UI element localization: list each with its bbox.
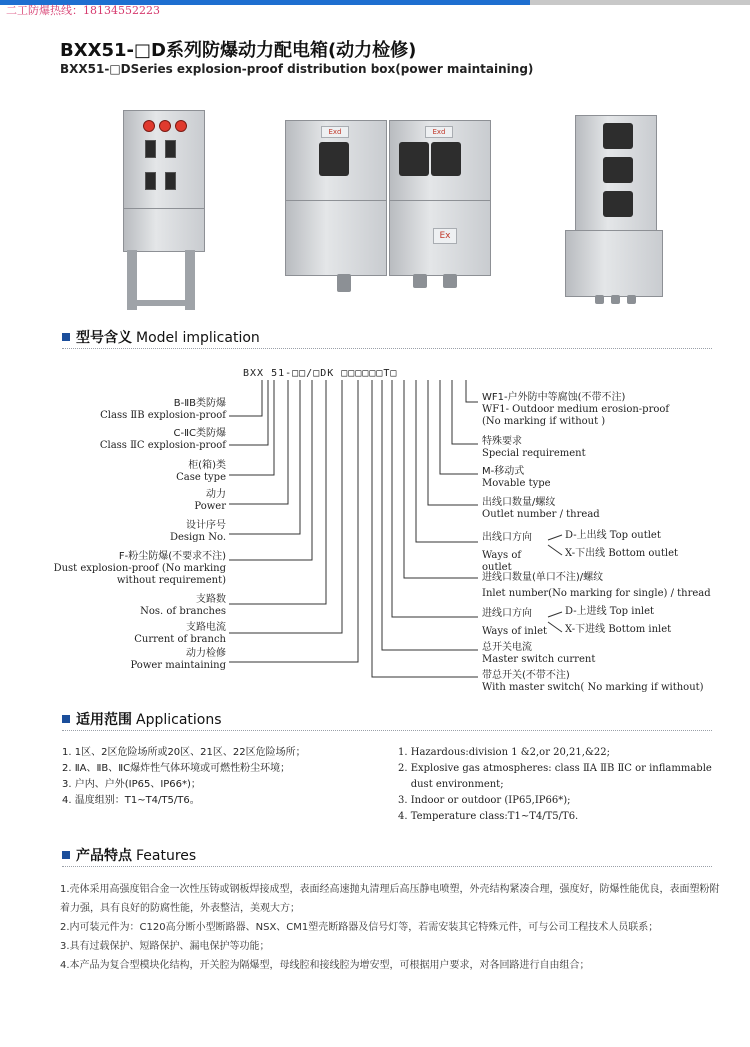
section-model-en: Model implication	[136, 330, 260, 346]
section-applications-en: Applications	[136, 712, 222, 728]
model-label-right	[482, 572, 722, 600]
label-en: Inlet number(No marking for single) / thread	[482, 588, 711, 599]
model-label-left	[60, 622, 226, 646]
option-top-outlet: D-上出线 Top outlet	[565, 530, 661, 541]
label-cn: 设计序号	[186, 520, 226, 531]
features-list	[60, 880, 720, 975]
label-cn: 出线口方向	[482, 532, 532, 543]
label-en: Nos. of branches	[140, 606, 226, 617]
label-cn: M-移动式	[482, 466, 525, 477]
model-label-left	[60, 648, 226, 672]
label-cn: F-粉尘防爆(不要求不注)	[118, 551, 226, 562]
exd-plate: Exd	[321, 126, 349, 138]
list-item: 3. 户内、户外(IP65、IP66*)；	[62, 779, 201, 790]
section-applications	[62, 709, 222, 729]
option-top-inlet: D-上进线 Top inlet	[565, 606, 655, 617]
model-label-left	[60, 594, 226, 618]
model-label-left	[60, 398, 226, 422]
section-features	[62, 845, 196, 865]
list-item: 3. Indoor or outdoor (IP65,IP66*);	[398, 795, 571, 806]
label-cn: 出线口数量/螺纹	[482, 497, 556, 508]
label-en: Ways of outlet	[482, 550, 522, 573]
model-label-right	[482, 436, 722, 460]
model-label-left	[60, 520, 226, 544]
label-en: Design No.	[169, 532, 226, 543]
option-bottom-outlet: X-下出线 Bottom outlet	[565, 548, 679, 559]
label-cn: 带总开关(不带不注)	[482, 670, 570, 681]
list-item: 2. Explosive gas atmospheres: class ⅡA ⅡB ⅡC or inflammable	[398, 763, 712, 774]
model-label-left	[60, 460, 226, 484]
list-item: 2. ⅡA、ⅡB、ⅡC爆炸性气体环境或可燃性粉尘环境；	[62, 763, 291, 774]
section-features-en: Features	[136, 848, 197, 864]
model-code: BXX 51-□□/□DK □□□□□□T□	[243, 368, 398, 379]
label-cn: 支路电流	[186, 622, 226, 633]
label-en: Current of branch	[134, 634, 226, 645]
label-en: Dust explosion-proof (No marking	[53, 563, 226, 574]
model-label-left	[60, 428, 226, 452]
list-item: dust environment;	[398, 779, 504, 790]
model-label-right	[482, 532, 552, 574]
option-bottom-inlet: X-下进线 Bottom inlet	[565, 624, 672, 635]
inlet-options	[565, 606, 725, 636]
model-label-right	[482, 466, 722, 490]
label-en: With master switch( No marking if without)	[482, 682, 704, 693]
ex-plate: Ex	[433, 228, 457, 244]
label-en: Class ⅡC explosion-proof	[99, 440, 226, 451]
section-applications-cn: 适用范围	[76, 712, 132, 728]
label-en: (No marking if without )	[482, 416, 606, 427]
label-cn: 动力检修	[186, 648, 226, 659]
label-cn: 进线口数量(单口不注)/螺纹	[482, 572, 604, 583]
label-en: without requirement)	[116, 575, 226, 586]
hotline-text: 二工防爆热线：18134552223	[6, 4, 160, 17]
label-en: Outlet number / thread	[482, 509, 600, 520]
exd-plate: Exd	[425, 126, 453, 138]
label-en: Special requirement	[482, 448, 586, 459]
page-subtitle: BXX51-□DSeries explosion-proof distribution box(power maintaining)	[60, 62, 534, 76]
page-title: BXX51-□D系列防爆动力配电箱(动力检修)	[60, 40, 417, 61]
label-en: Class ⅡB explosion-proof	[100, 410, 226, 421]
list-item: 2.内可装元件为：C120高分断小型断路器、NSX、CM1塑壳断路器及信号灯等，若需安装其它特殊元件，可与公司工程技术人员联系；	[60, 922, 659, 933]
model-label-left	[40, 551, 226, 587]
label-cn: 特殊要求	[482, 436, 522, 447]
applications-en-list	[398, 745, 712, 825]
section-rule	[62, 730, 712, 731]
label-en: Ways of inlet	[482, 626, 548, 637]
label-cn: 支路数	[196, 594, 226, 605]
model-label-right	[482, 392, 722, 428]
list-item: 4.本产品为复合型模块化结构，开关腔为隔爆型，母线腔和接线腔为增安型，可根据用户要求，对各回路进行自由组合；	[60, 960, 590, 971]
model-label-right	[482, 670, 722, 694]
label-cn: 动力	[206, 489, 226, 500]
label-cn: 进线口方向	[482, 608, 532, 619]
section-rule	[62, 866, 712, 867]
model-label-right	[482, 642, 722, 666]
model-label-right	[482, 497, 722, 521]
label-en: Power maintaining	[130, 660, 226, 671]
list-item: 1. 1区、2区危险场所或20区、21区、22区危险场所；	[62, 747, 306, 758]
label-en: Case type	[176, 472, 226, 483]
applications-cn-list	[62, 745, 306, 809]
list-item: 4. 温度组别：T1~T4/T5/T6。	[62, 795, 200, 806]
list-item: 3.具有过载保护、短路保护、漏电保护等功能；	[60, 941, 270, 952]
list-item: 4. Temperature class:T1~T4/T5/T6.	[398, 811, 579, 822]
section-features-cn: 产品特点	[76, 848, 132, 864]
model-label-left	[60, 489, 226, 513]
label-cn: WF1-户外防中等腐蚀(不带不注)	[482, 392, 626, 403]
label-en: Power	[194, 501, 226, 512]
label-cn: 总开关电流	[482, 642, 532, 653]
label-en: Master switch current	[482, 654, 596, 665]
label-cn: C-ⅡC类防爆	[173, 428, 226, 439]
label-cn: B-ⅡB类防爆	[173, 398, 226, 409]
section-model-cn: 型号含义	[76, 330, 132, 346]
label-cn: 柜(箱)类	[188, 460, 226, 471]
model-label-right	[482, 608, 552, 638]
outlet-options	[565, 530, 725, 560]
label-en: Movable type	[482, 478, 551, 489]
list-item: 1. Hazardous:division 1 &2,or 20,21,&22;	[398, 747, 610, 758]
label-en: WF1- Outdoor medium erosion-proof	[482, 404, 670, 415]
list-item: 1.壳体采用高强度铝合金一次性压铸或钢板焊接成型，表面经高速抛丸清理后高压静电喷塑，外壳结构紧凑合理，强度好，防爆性能优良，表面塑粉附着力强，具有良好的防腐性能，外表整洁，美观大方；	[60, 884, 720, 914]
